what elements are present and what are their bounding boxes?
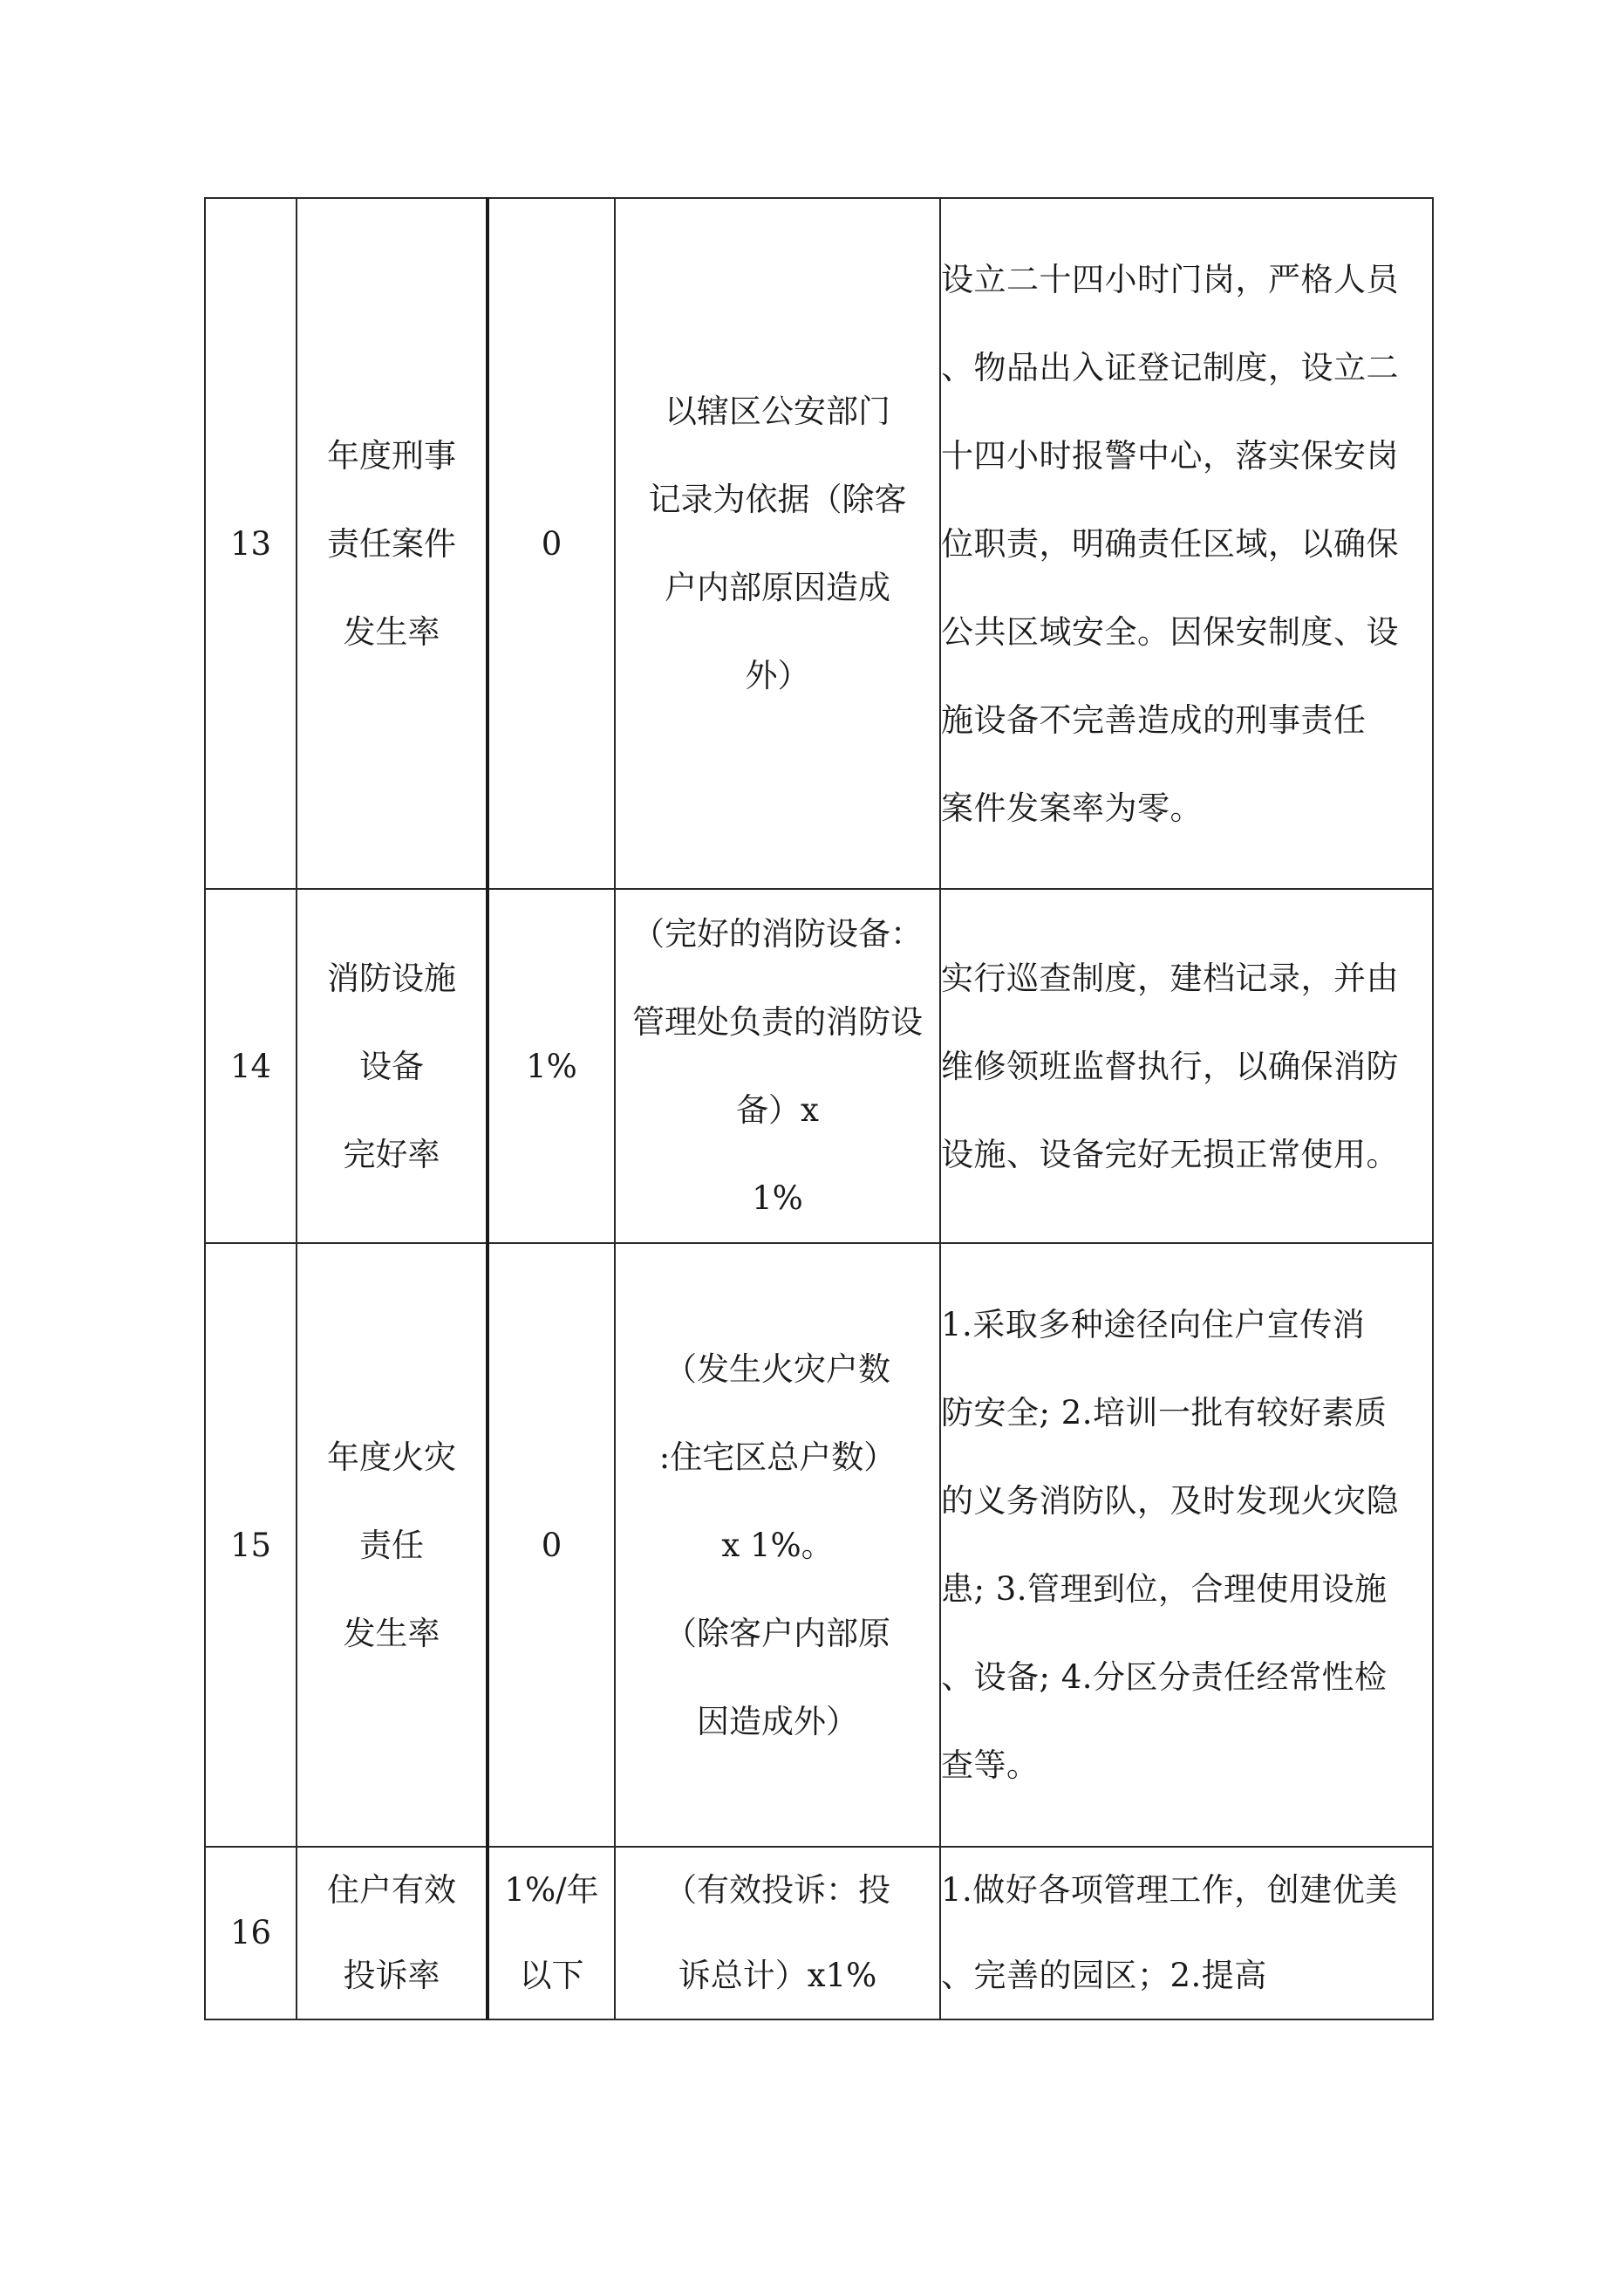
row-number: 13 — [205, 198, 297, 889]
measure-line: 位职责，明确责任区域，以确保 — [941, 524, 1399, 563]
measure-line: 、设备; 4.分区分责任经常性检 — [941, 1658, 1388, 1696]
indicator-name — [297, 889, 488, 1243]
measure-line: 施设备不完善造成的刑事责任 — [941, 700, 1367, 739]
table-row — [205, 889, 1433, 1243]
method-line: （发生火灾户数 — [665, 1350, 890, 1388]
method-line: （有效投诉：投 — [665, 1871, 890, 1909]
method-line: 1% — [752, 1179, 803, 1217]
measures — [940, 1243, 1433, 1847]
calc-method — [615, 1243, 940, 1847]
row-number: 15 — [205, 1243, 297, 1847]
indicator-table — [204, 197, 1434, 2020]
method-line: :住宅区总户数） — [658, 1438, 897, 1476]
measure-line: 1.做好各项管理工作，创建优美 — [941, 1871, 1398, 1909]
method-line: （除客户内部原 — [665, 1614, 890, 1652]
method-line: 诉总计）x1% — [678, 1957, 877, 1994]
target-value — [488, 198, 615, 889]
method-line: 管理处负责的消防设 — [632, 1003, 923, 1041]
table-row — [205, 198, 1433, 889]
indicator-name-line: 设备 — [359, 1047, 424, 1085]
measure-line: 设施、设备完好无损正常使用。 — [941, 1135, 1399, 1173]
measure-line: 维修领班监督执行，以确保消防 — [941, 1047, 1399, 1085]
measure-line: 患; 3.管理到位，合理使用设施 — [941, 1570, 1388, 1608]
calc-method — [615, 198, 940, 889]
measure-line: 十四小时报警中心，落实保安岗 — [941, 436, 1399, 475]
table-row — [205, 1243, 1433, 1847]
row-number: 16 — [205, 1847, 297, 2019]
measure-line: 实行巡查制度，建档记录，并由 — [941, 959, 1399, 997]
target-line: 1% — [526, 1047, 577, 1085]
indicator-name-line: 年度刑事 — [327, 436, 456, 475]
method-line: （完好的消防设备： — [632, 915, 923, 953]
indicator-name — [297, 198, 488, 889]
indicator-name-line: 责任案件 — [327, 524, 456, 563]
measure-line: 防安全; 2.培训一批有较好素质 — [941, 1394, 1388, 1432]
measure-line: 、物品出入证登记制度，设立二 — [941, 348, 1399, 386]
indicator-name-line: 投诉率 — [343, 1957, 440, 1994]
target-line: 0 — [541, 1526, 563, 1564]
target-line: 以下 — [519, 1957, 584, 1994]
indicator-name-line: 责任 — [359, 1526, 424, 1564]
measure-line: 1.采取多种途径向住户宣传消 — [941, 1306, 1366, 1343]
method-line: 因造成外） — [697, 1702, 858, 1740]
indicator-name-line: 发生率 — [343, 1614, 440, 1652]
indicator-name — [297, 1243, 488, 1847]
measure-line: 查等。 — [941, 1746, 1040, 1784]
method-line: 备）x — [736, 1091, 819, 1129]
row-number: 14 — [205, 889, 297, 1243]
method-line: 记录为依据（除客 — [648, 481, 907, 518]
target-value — [488, 889, 615, 1243]
target-line: 0 — [541, 524, 563, 563]
measures — [940, 1847, 1433, 2019]
indicator-name — [297, 1847, 488, 2019]
indicator-name-line: 住户有效 — [327, 1871, 456, 1909]
method-line: 户内部原因造成 — [665, 569, 890, 606]
table-row — [205, 1847, 1433, 2019]
measure-line: 案件发案率为零。 — [941, 789, 1203, 827]
measure-line: 、完善的园区；2.提高 — [941, 1957, 1267, 1994]
indicator-name-line: 完好率 — [343, 1135, 440, 1173]
indicator-name-line: 发生率 — [343, 612, 440, 651]
indicator-name-line: 消防设施 — [327, 959, 456, 997]
measure-line: 公共区域安全。因保安制度、设 — [941, 612, 1399, 651]
target-value — [488, 1243, 615, 1847]
method-line: 以辖区公安部门 — [665, 393, 890, 430]
indicator-name-line: 年度火灾 — [327, 1438, 456, 1476]
target-value — [488, 1847, 615, 2019]
measures — [940, 198, 1433, 889]
calc-method — [615, 1847, 940, 2019]
measures — [940, 889, 1433, 1243]
method-line: 外） — [745, 657, 810, 694]
calc-method — [615, 889, 940, 1243]
target-line: 1%/年 — [504, 1871, 599, 1909]
measure-line: 设立二十四小时门岗，严格人员 — [941, 260, 1399, 298]
method-line: x 1%。 — [721, 1526, 834, 1564]
measure-line: 的义务消防队，及时发现火灾隐 — [941, 1482, 1399, 1520]
